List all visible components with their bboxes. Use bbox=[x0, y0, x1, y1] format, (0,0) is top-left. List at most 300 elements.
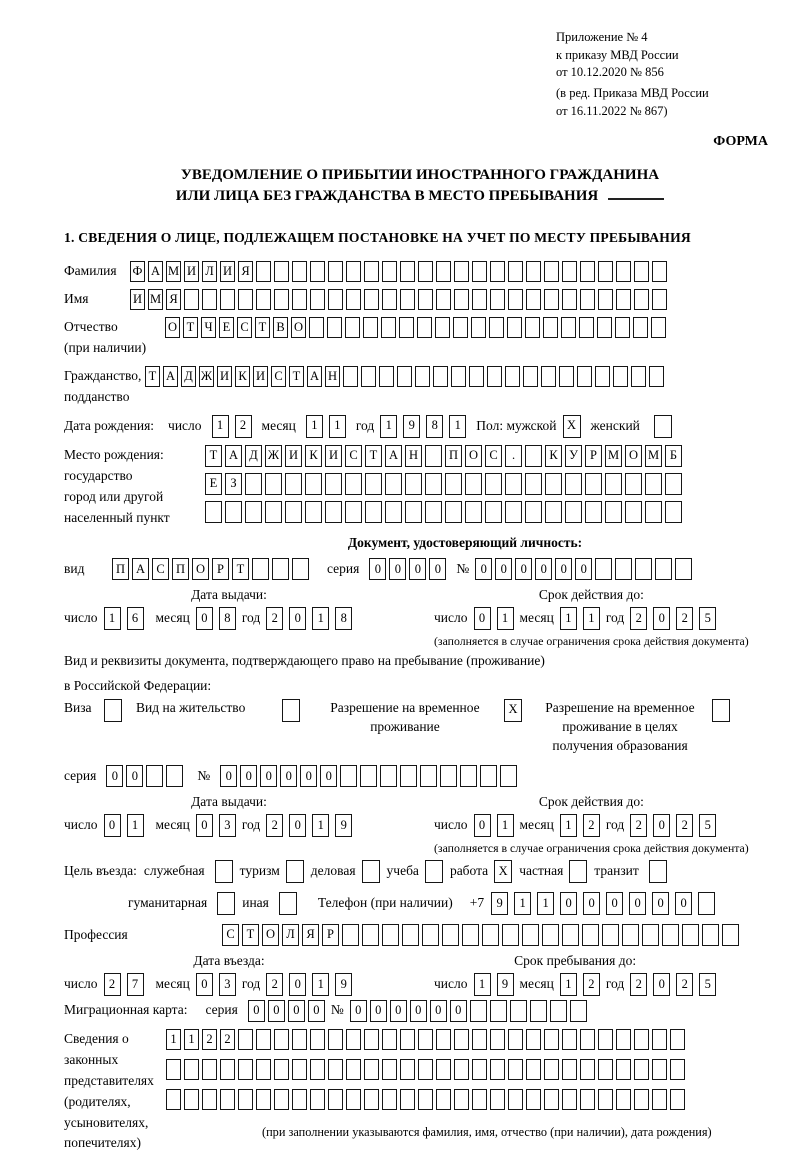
char-cell[interactable] bbox=[525, 501, 542, 523]
char-cell[interactable] bbox=[217, 892, 235, 915]
char-cell[interactable]: X bbox=[563, 415, 581, 438]
char-cell[interactable] bbox=[634, 1059, 649, 1080]
char-cell[interactable]: Т bbox=[242, 924, 259, 946]
char-cell[interactable]: Т bbox=[205, 445, 222, 467]
char-cell[interactable] bbox=[634, 1029, 649, 1050]
char-cell[interactable]: К bbox=[545, 445, 562, 467]
char-cell[interactable] bbox=[305, 473, 322, 495]
char-cell[interactable] bbox=[381, 317, 396, 338]
char-cell[interactable] bbox=[202, 289, 217, 310]
char-cell[interactable] bbox=[460, 765, 477, 787]
char-cell[interactable]: 0 bbox=[429, 558, 446, 580]
char-cell[interactable]: А bbox=[225, 445, 242, 467]
char-cell[interactable] bbox=[292, 289, 307, 310]
char-cell[interactable]: И bbox=[130, 289, 145, 310]
char-cell[interactable]: 0 bbox=[288, 1000, 305, 1022]
char-cell[interactable]: 1 bbox=[312, 607, 329, 630]
char-cell[interactable]: 0 bbox=[474, 607, 491, 630]
char-cell[interactable] bbox=[292, 558, 309, 580]
char-cell[interactable] bbox=[453, 317, 468, 338]
char-cell[interactable] bbox=[470, 1000, 487, 1022]
char-cell[interactable] bbox=[346, 1029, 361, 1050]
char-cell[interactable] bbox=[425, 473, 442, 495]
char-cell[interactable] bbox=[598, 1059, 613, 1080]
char-cell[interactable] bbox=[569, 860, 587, 883]
char-cell[interactable] bbox=[274, 261, 289, 282]
char-cell[interactable] bbox=[310, 1089, 325, 1110]
char-cell[interactable] bbox=[598, 1089, 613, 1110]
char-cell[interactable] bbox=[385, 501, 402, 523]
char-cell[interactable]: 0 bbox=[389, 558, 406, 580]
char-cell[interactable] bbox=[292, 261, 307, 282]
char-cell[interactable]: С bbox=[345, 445, 362, 467]
char-cell[interactable] bbox=[613, 366, 628, 387]
char-cell[interactable] bbox=[507, 317, 522, 338]
char-cell[interactable] bbox=[382, 924, 399, 946]
char-cell[interactable] bbox=[360, 765, 377, 787]
char-cell[interactable]: 0 bbox=[240, 765, 257, 787]
char-cell[interactable] bbox=[328, 289, 343, 310]
char-cell[interactable] bbox=[508, 261, 523, 282]
char-cell[interactable] bbox=[422, 924, 439, 946]
char-cell[interactable] bbox=[508, 1089, 523, 1110]
char-cell[interactable] bbox=[184, 289, 199, 310]
char-cell[interactable] bbox=[631, 366, 646, 387]
char-cell[interactable]: Т bbox=[183, 317, 198, 338]
char-cell[interactable] bbox=[245, 473, 262, 495]
char-cell[interactable]: М bbox=[148, 289, 163, 310]
char-cell[interactable] bbox=[279, 892, 297, 915]
char-cell[interactable] bbox=[382, 1029, 397, 1050]
char-cell[interactable] bbox=[595, 558, 612, 580]
char-cell[interactable]: 9 bbox=[335, 973, 352, 996]
char-cell[interactable]: 1 bbox=[583, 607, 600, 630]
char-cell[interactable]: 1 bbox=[560, 607, 577, 630]
char-cell[interactable] bbox=[436, 1059, 451, 1080]
char-cell[interactable] bbox=[545, 473, 562, 495]
char-cell[interactable] bbox=[550, 1000, 567, 1022]
char-cell[interactable]: 1 bbox=[514, 892, 531, 915]
char-cell[interactable] bbox=[508, 289, 523, 310]
char-cell[interactable] bbox=[328, 261, 343, 282]
char-cell[interactable]: 0 bbox=[409, 558, 426, 580]
char-cell[interactable]: 0 bbox=[495, 558, 512, 580]
char-cell[interactable] bbox=[415, 366, 430, 387]
char-cell[interactable]: 1 bbox=[537, 892, 554, 915]
char-cell[interactable]: 1 bbox=[474, 973, 491, 996]
char-cell[interactable] bbox=[505, 366, 520, 387]
char-cell[interactable] bbox=[633, 317, 648, 338]
char-cell[interactable] bbox=[362, 860, 380, 883]
char-cell[interactable]: О bbox=[465, 445, 482, 467]
char-cell[interactable] bbox=[480, 765, 497, 787]
char-cell[interactable] bbox=[652, 1059, 667, 1080]
char-cell[interactable] bbox=[670, 1059, 685, 1080]
char-cell[interactable] bbox=[505, 473, 522, 495]
char-cell[interactable] bbox=[490, 289, 505, 310]
char-cell[interactable] bbox=[652, 1089, 667, 1110]
char-cell[interactable] bbox=[405, 473, 422, 495]
char-cell[interactable]: Я bbox=[302, 924, 319, 946]
char-cell[interactable] bbox=[345, 473, 362, 495]
char-cell[interactable] bbox=[675, 558, 692, 580]
char-cell[interactable]: Д bbox=[245, 445, 262, 467]
char-cell[interactable]: Я bbox=[238, 261, 253, 282]
char-cell[interactable] bbox=[399, 317, 414, 338]
char-cell[interactable]: 0 bbox=[289, 973, 306, 996]
char-cell[interactable] bbox=[220, 1059, 235, 1080]
char-cell[interactable]: 0 bbox=[560, 892, 577, 915]
char-cell[interactable] bbox=[345, 501, 362, 523]
char-cell[interactable] bbox=[202, 1059, 217, 1080]
char-cell[interactable] bbox=[454, 1029, 469, 1050]
char-cell[interactable]: X bbox=[494, 860, 512, 883]
char-cell[interactable] bbox=[541, 366, 556, 387]
char-cell[interactable]: 2 bbox=[583, 814, 600, 837]
char-cell[interactable] bbox=[454, 261, 469, 282]
char-cell[interactable] bbox=[420, 765, 437, 787]
char-cell[interactable] bbox=[256, 261, 271, 282]
char-cell[interactable]: 0 bbox=[390, 1000, 407, 1022]
char-cell[interactable] bbox=[562, 289, 577, 310]
char-cell[interactable] bbox=[402, 924, 419, 946]
char-cell[interactable]: 1 bbox=[449, 415, 466, 438]
char-cell[interactable]: 0 bbox=[196, 607, 213, 630]
char-cell[interactable]: Д bbox=[181, 366, 196, 387]
char-cell[interactable] bbox=[490, 1059, 505, 1080]
char-cell[interactable]: О bbox=[625, 445, 642, 467]
char-cell[interactable] bbox=[625, 501, 642, 523]
char-cell[interactable]: Р bbox=[212, 558, 229, 580]
char-cell[interactable] bbox=[454, 289, 469, 310]
char-cell[interactable] bbox=[526, 261, 541, 282]
char-cell[interactable] bbox=[585, 501, 602, 523]
char-cell[interactable] bbox=[502, 924, 519, 946]
char-cell[interactable] bbox=[238, 1059, 253, 1080]
char-cell[interactable] bbox=[670, 1089, 685, 1110]
char-cell[interactable]: 0 bbox=[653, 607, 670, 630]
char-cell[interactable] bbox=[585, 473, 602, 495]
char-cell[interactable]: 2 bbox=[235, 415, 252, 438]
char-cell[interactable] bbox=[425, 860, 443, 883]
char-cell[interactable] bbox=[220, 289, 235, 310]
char-cell[interactable] bbox=[274, 1089, 289, 1110]
char-cell[interactable]: Т bbox=[289, 366, 304, 387]
char-cell[interactable] bbox=[364, 289, 379, 310]
char-cell[interactable] bbox=[382, 289, 397, 310]
char-cell[interactable]: 0 bbox=[653, 973, 670, 996]
char-cell[interactable]: Б bbox=[665, 445, 682, 467]
char-cell[interactable] bbox=[166, 1089, 181, 1110]
char-cell[interactable]: О bbox=[192, 558, 209, 580]
char-cell[interactable] bbox=[510, 1000, 527, 1022]
char-cell[interactable] bbox=[442, 924, 459, 946]
char-cell[interactable]: 0 bbox=[196, 973, 213, 996]
char-cell[interactable] bbox=[328, 1089, 343, 1110]
char-cell[interactable]: 0 bbox=[308, 1000, 325, 1022]
char-cell[interactable]: Е bbox=[205, 473, 222, 495]
char-cell[interactable] bbox=[652, 261, 667, 282]
char-cell[interactable] bbox=[364, 1059, 379, 1080]
char-cell[interactable] bbox=[616, 1089, 631, 1110]
char-cell[interactable]: И bbox=[253, 366, 268, 387]
char-cell[interactable]: 7 bbox=[127, 973, 144, 996]
char-cell[interactable] bbox=[523, 366, 538, 387]
char-cell[interactable] bbox=[634, 1089, 649, 1110]
char-cell[interactable] bbox=[645, 501, 662, 523]
char-cell[interactable] bbox=[654, 415, 672, 438]
char-cell[interactable] bbox=[625, 473, 642, 495]
char-cell[interactable]: О bbox=[165, 317, 180, 338]
char-cell[interactable] bbox=[382, 1059, 397, 1080]
char-cell[interactable] bbox=[580, 1029, 595, 1050]
char-cell[interactable] bbox=[325, 501, 342, 523]
char-cell[interactable] bbox=[454, 1059, 469, 1080]
char-cell[interactable] bbox=[526, 1089, 541, 1110]
char-cell[interactable]: 0 bbox=[515, 558, 532, 580]
char-cell[interactable]: С bbox=[222, 924, 239, 946]
char-cell[interactable]: 0 bbox=[104, 814, 121, 837]
char-cell[interactable] bbox=[104, 699, 122, 722]
char-cell[interactable]: 1 bbox=[104, 607, 121, 630]
char-cell[interactable]: 9 bbox=[403, 415, 420, 438]
char-cell[interactable]: 0 bbox=[450, 1000, 467, 1022]
char-cell[interactable] bbox=[166, 765, 183, 787]
char-cell[interactable] bbox=[346, 261, 361, 282]
char-cell[interactable] bbox=[205, 501, 222, 523]
char-cell[interactable] bbox=[215, 860, 233, 883]
char-cell[interactable] bbox=[579, 317, 594, 338]
char-cell[interactable] bbox=[485, 501, 502, 523]
char-cell[interactable]: 1 bbox=[312, 973, 329, 996]
char-cell[interactable] bbox=[274, 289, 289, 310]
char-cell[interactable] bbox=[305, 501, 322, 523]
char-cell[interactable]: О bbox=[291, 317, 306, 338]
char-cell[interactable] bbox=[544, 261, 559, 282]
char-cell[interactable] bbox=[598, 289, 613, 310]
char-cell[interactable] bbox=[597, 317, 612, 338]
char-cell[interactable] bbox=[238, 289, 253, 310]
char-cell[interactable]: А bbox=[163, 366, 178, 387]
char-cell[interactable] bbox=[615, 317, 630, 338]
char-cell[interactable]: И bbox=[325, 445, 342, 467]
char-cell[interactable] bbox=[471, 317, 486, 338]
char-cell[interactable]: 1 bbox=[560, 973, 577, 996]
char-cell[interactable] bbox=[577, 366, 592, 387]
char-cell[interactable] bbox=[346, 1059, 361, 1080]
char-cell[interactable] bbox=[652, 1029, 667, 1050]
char-cell[interactable] bbox=[400, 765, 417, 787]
char-cell[interactable] bbox=[505, 501, 522, 523]
char-cell[interactable]: 5 bbox=[699, 973, 716, 996]
char-cell[interactable] bbox=[418, 261, 433, 282]
char-cell[interactable] bbox=[418, 1089, 433, 1110]
char-cell[interactable]: 0 bbox=[675, 892, 692, 915]
char-cell[interactable] bbox=[400, 1089, 415, 1110]
char-cell[interactable] bbox=[285, 501, 302, 523]
char-cell[interactable] bbox=[433, 366, 448, 387]
char-cell[interactable] bbox=[598, 1029, 613, 1050]
char-cell[interactable] bbox=[310, 1059, 325, 1080]
char-cell[interactable]: 0 bbox=[652, 892, 669, 915]
char-cell[interactable] bbox=[436, 289, 451, 310]
char-cell[interactable] bbox=[645, 473, 662, 495]
char-cell[interactable]: 1 bbox=[127, 814, 144, 837]
char-cell[interactable]: 5 bbox=[699, 814, 716, 837]
char-cell[interactable]: 1 bbox=[212, 415, 229, 438]
char-cell[interactable] bbox=[565, 473, 582, 495]
char-cell[interactable]: 5 bbox=[699, 607, 716, 630]
char-cell[interactable] bbox=[490, 1029, 505, 1050]
char-cell[interactable]: 0 bbox=[410, 1000, 427, 1022]
char-cell[interactable] bbox=[605, 501, 622, 523]
char-cell[interactable]: И bbox=[184, 261, 199, 282]
char-cell[interactable] bbox=[622, 924, 639, 946]
char-cell[interactable]: А bbox=[307, 366, 322, 387]
char-cell[interactable] bbox=[202, 1089, 217, 1110]
char-cell[interactable]: 9 bbox=[335, 814, 352, 837]
char-cell[interactable]: В bbox=[273, 317, 288, 338]
char-cell[interactable] bbox=[363, 317, 378, 338]
char-cell[interactable] bbox=[490, 261, 505, 282]
char-cell[interactable] bbox=[310, 289, 325, 310]
char-cell[interactable]: 1 bbox=[497, 814, 514, 837]
char-cell[interactable] bbox=[328, 1029, 343, 1050]
char-cell[interactable] bbox=[285, 473, 302, 495]
char-cell[interactable] bbox=[309, 317, 324, 338]
char-cell[interactable] bbox=[445, 473, 462, 495]
char-cell[interactable] bbox=[325, 473, 342, 495]
char-cell[interactable]: С bbox=[271, 366, 286, 387]
char-cell[interactable] bbox=[418, 1059, 433, 1080]
char-cell[interactable]: X bbox=[504, 699, 522, 722]
char-cell[interactable] bbox=[530, 1000, 547, 1022]
char-cell[interactable]: 0 bbox=[370, 1000, 387, 1022]
char-cell[interactable] bbox=[602, 924, 619, 946]
char-cell[interactable] bbox=[343, 366, 358, 387]
char-cell[interactable] bbox=[545, 501, 562, 523]
char-cell[interactable]: 0 bbox=[106, 765, 123, 787]
char-cell[interactable]: 2 bbox=[266, 607, 283, 630]
char-cell[interactable]: Е bbox=[219, 317, 234, 338]
char-cell[interactable]: 0 bbox=[289, 607, 306, 630]
char-cell[interactable] bbox=[698, 892, 715, 915]
char-cell[interactable] bbox=[454, 1089, 469, 1110]
char-cell[interactable] bbox=[272, 558, 289, 580]
char-cell[interactable]: 2 bbox=[266, 814, 283, 837]
char-cell[interactable] bbox=[342, 924, 359, 946]
char-cell[interactable]: Т bbox=[365, 445, 382, 467]
char-cell[interactable] bbox=[292, 1029, 307, 1050]
char-cell[interactable] bbox=[184, 1089, 199, 1110]
char-cell[interactable] bbox=[346, 1089, 361, 1110]
char-cell[interactable]: К bbox=[235, 366, 250, 387]
char-cell[interactable] bbox=[580, 1059, 595, 1080]
char-cell[interactable]: 6 bbox=[127, 607, 144, 630]
char-cell[interactable]: О bbox=[262, 924, 279, 946]
char-cell[interactable] bbox=[616, 1059, 631, 1080]
char-cell[interactable]: Ф bbox=[130, 261, 145, 282]
char-cell[interactable] bbox=[400, 261, 415, 282]
char-cell[interactable]: Т bbox=[145, 366, 160, 387]
char-cell[interactable]: М bbox=[605, 445, 622, 467]
char-cell[interactable]: 0 bbox=[350, 1000, 367, 1022]
char-cell[interactable]: 0 bbox=[126, 765, 143, 787]
char-cell[interactable]: 2 bbox=[220, 1029, 235, 1050]
char-cell[interactable] bbox=[508, 1059, 523, 1080]
char-cell[interactable] bbox=[238, 1089, 253, 1110]
char-cell[interactable] bbox=[364, 1089, 379, 1110]
char-cell[interactable] bbox=[425, 445, 442, 467]
char-cell[interactable] bbox=[265, 501, 282, 523]
char-cell[interactable]: Н bbox=[325, 366, 340, 387]
char-cell[interactable]: Р bbox=[585, 445, 602, 467]
char-cell[interactable]: Ч bbox=[201, 317, 216, 338]
char-cell[interactable] bbox=[252, 558, 269, 580]
char-cell[interactable] bbox=[340, 765, 357, 787]
char-cell[interactable]: С bbox=[485, 445, 502, 467]
char-cell[interactable]: 2 bbox=[676, 814, 693, 837]
char-cell[interactable]: К bbox=[305, 445, 322, 467]
char-cell[interactable] bbox=[361, 366, 376, 387]
char-cell[interactable] bbox=[561, 317, 576, 338]
char-cell[interactable] bbox=[472, 1029, 487, 1050]
char-cell[interactable] bbox=[385, 473, 402, 495]
char-cell[interactable]: 1 bbox=[184, 1029, 199, 1050]
char-cell[interactable] bbox=[245, 501, 262, 523]
char-cell[interactable] bbox=[500, 765, 517, 787]
char-cell[interactable] bbox=[649, 860, 667, 883]
char-cell[interactable]: 2 bbox=[630, 973, 647, 996]
char-cell[interactable]: Ж bbox=[265, 445, 282, 467]
char-cell[interactable]: П bbox=[112, 558, 129, 580]
char-cell[interactable] bbox=[485, 473, 502, 495]
char-cell[interactable] bbox=[364, 1029, 379, 1050]
char-cell[interactable] bbox=[256, 289, 271, 310]
char-cell[interactable] bbox=[525, 473, 542, 495]
char-cell[interactable] bbox=[616, 1029, 631, 1050]
char-cell[interactable] bbox=[544, 1059, 559, 1080]
char-cell[interactable] bbox=[487, 366, 502, 387]
char-cell[interactable]: Я bbox=[166, 289, 181, 310]
char-cell[interactable]: И bbox=[285, 445, 302, 467]
char-cell[interactable] bbox=[652, 289, 667, 310]
char-cell[interactable]: 2 bbox=[583, 973, 600, 996]
char-cell[interactable] bbox=[595, 366, 610, 387]
char-cell[interactable] bbox=[542, 924, 559, 946]
char-cell[interactable] bbox=[570, 1000, 587, 1022]
char-cell[interactable] bbox=[364, 261, 379, 282]
char-cell[interactable]: 2 bbox=[266, 973, 283, 996]
char-cell[interactable] bbox=[722, 924, 739, 946]
char-cell[interactable]: 0 bbox=[260, 765, 277, 787]
char-cell[interactable] bbox=[544, 1089, 559, 1110]
char-cell[interactable]: 0 bbox=[248, 1000, 265, 1022]
char-cell[interactable]: 2 bbox=[104, 973, 121, 996]
char-cell[interactable] bbox=[469, 366, 484, 387]
char-cell[interactable] bbox=[472, 1059, 487, 1080]
char-cell[interactable]: 9 bbox=[497, 973, 514, 996]
char-cell[interactable] bbox=[651, 317, 666, 338]
char-cell[interactable] bbox=[649, 366, 664, 387]
char-cell[interactable]: 0 bbox=[430, 1000, 447, 1022]
char-cell[interactable]: Т bbox=[255, 317, 270, 338]
char-cell[interactable] bbox=[472, 289, 487, 310]
char-cell[interactable] bbox=[256, 1059, 271, 1080]
char-cell[interactable]: С bbox=[237, 317, 252, 338]
char-cell[interactable] bbox=[436, 261, 451, 282]
char-cell[interactable]: Т bbox=[232, 558, 249, 580]
